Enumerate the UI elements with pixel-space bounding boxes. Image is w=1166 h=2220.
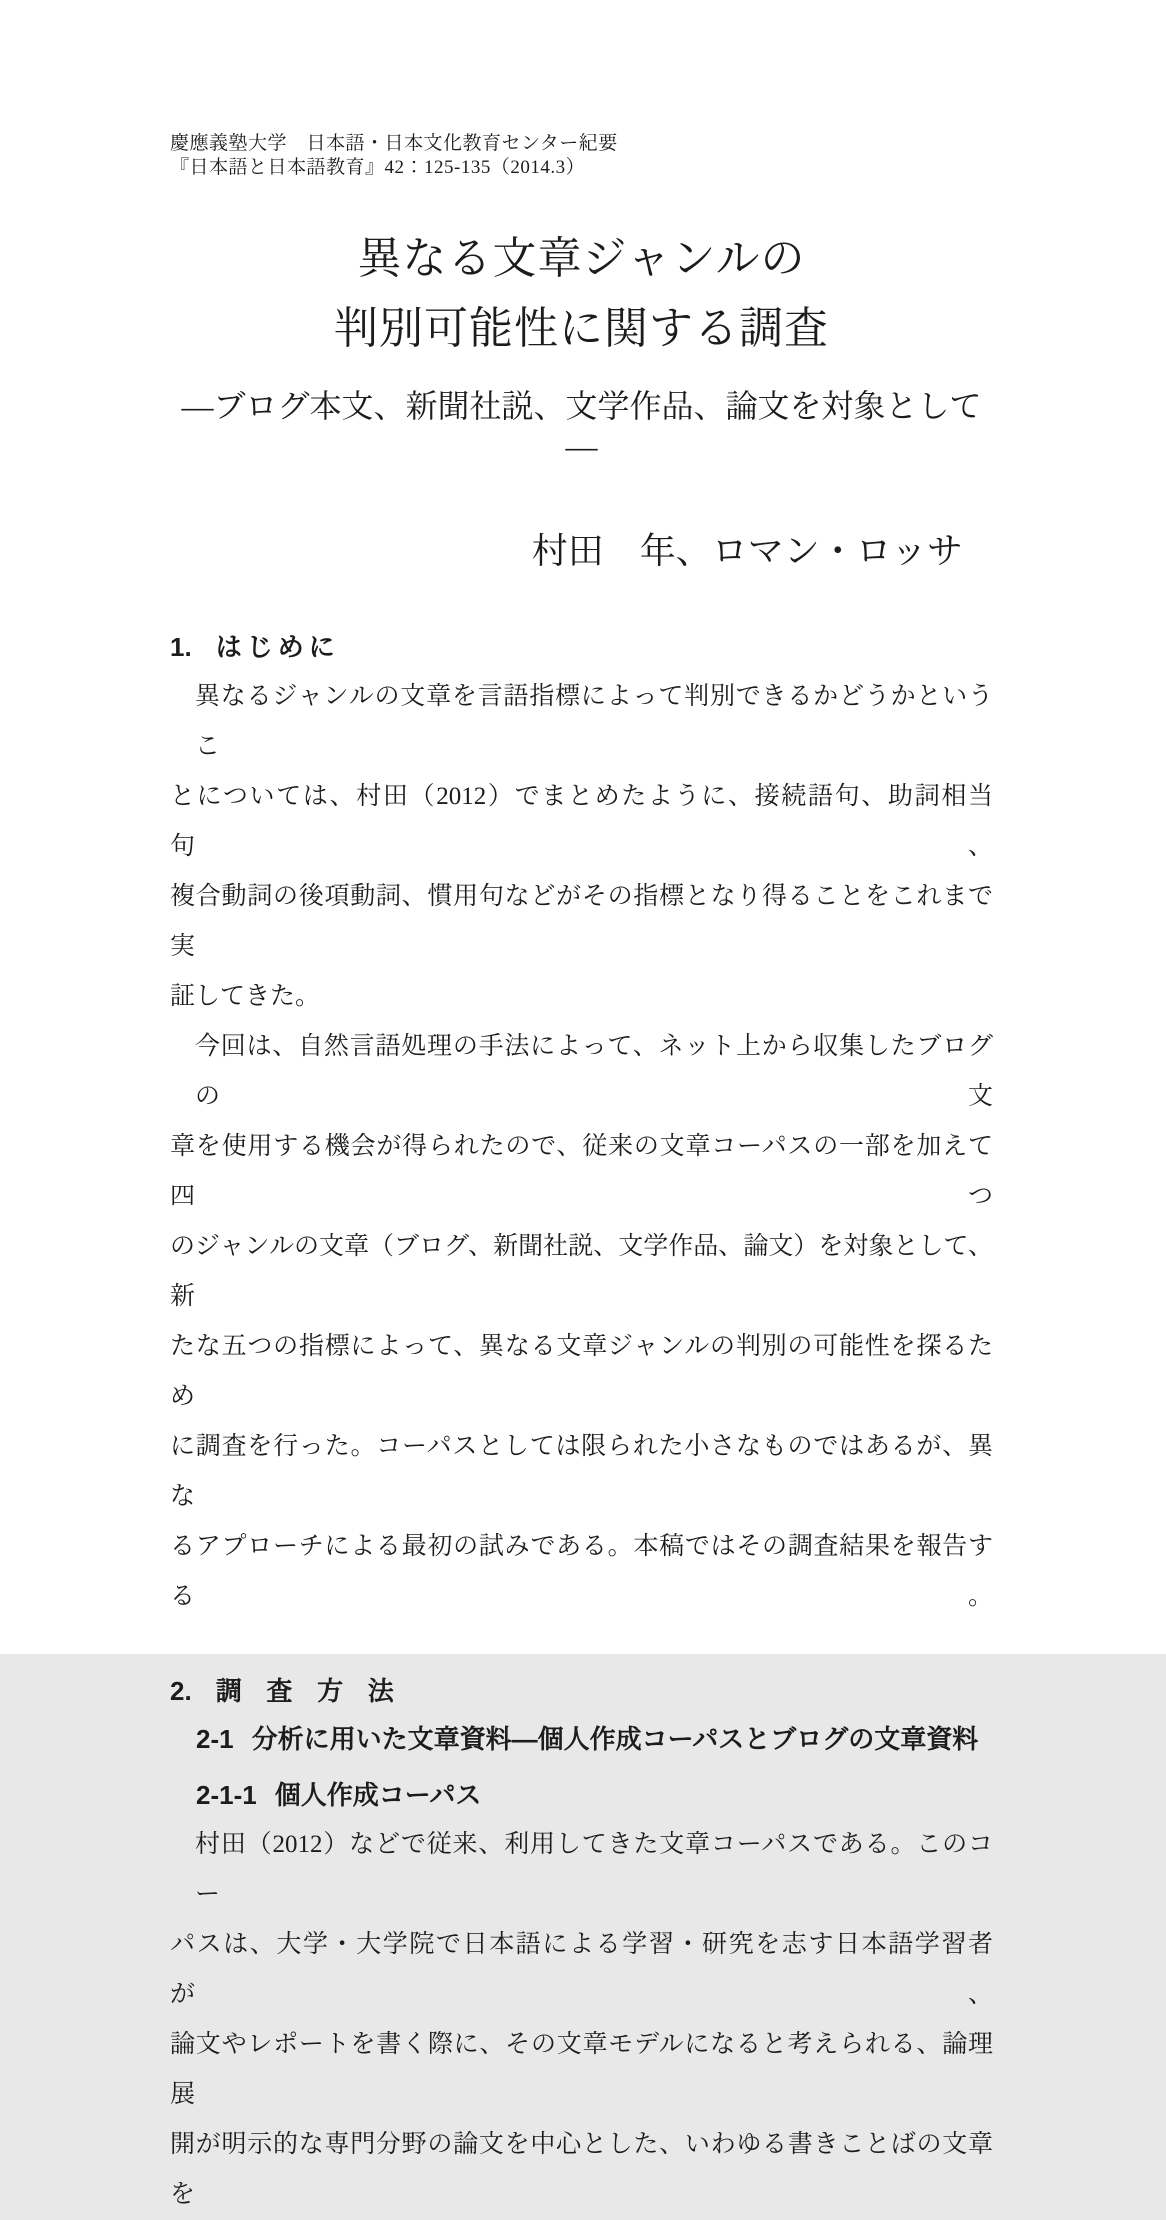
paragraph-line: 章を使用する機会が得られたので、従来の文章コーパスの一部を加えて四つ xyxy=(170,1133,993,1210)
section-2-title: 調査方法 xyxy=(215,1676,419,1706)
title-block xyxy=(170,224,993,574)
section-1-heading xyxy=(170,630,993,664)
section-2-1-number: 2-1 xyxy=(196,1724,234,1754)
paragraph-line: るアプローチによる最初の試みである。本稿ではその調査結果を報告する。 xyxy=(170,1533,993,1610)
section-2-heading xyxy=(170,1674,993,1708)
paragraph-line: 証してきた。 xyxy=(170,983,321,1010)
section-2-1-heading xyxy=(196,1722,993,1756)
paragraph-line: 開が明示的な専門分野の論文を中心とした、いわゆる書きことばの文章を xyxy=(170,2131,993,2208)
paragraph-line: パスは、大学・大学院で日本語による学習・研究を志す日本語学習者が、 xyxy=(170,1931,993,2008)
paragraph-line: 複合動詞の後項動詞、慣用句などがその指標となり得ることをこれまで実 xyxy=(170,883,993,960)
section-1-number: 1. xyxy=(170,632,192,662)
section-2-1-title: 分析に用いた文章資料―個人作成コーパスとブログの文章資料 xyxy=(251,1724,979,1754)
journal-header xyxy=(170,0,993,180)
paragraph-line: 村田（2012）などで従来、利用してきた文章コーパスである。このコー xyxy=(195,1831,993,1908)
journal-header-line2: 『日本語と日本語教育』42：125-135（2014.3） xyxy=(170,157,586,178)
authors: 村田 年、ロマン・ロッサ xyxy=(531,531,963,571)
section-1-title: はじめに xyxy=(215,632,340,662)
paragraph-line: 異なるジャンルの文章を言語指標によって判別できるかどうかというこ xyxy=(195,683,993,760)
paragraph xyxy=(170,672,993,1022)
paragraph-line: 今回は、自然言語処理の手法によって、ネット上から収集したブログの文 xyxy=(195,1033,993,1110)
paper-subtitle: ―ブログ本文、新聞社説、文学作品、論文を対象として― xyxy=(181,388,982,464)
section-2-1-1-title: 個人作成コーパス xyxy=(274,1780,482,1810)
paragraph-line: たな五つの指標によって、異なる文章ジャンルの判別の可能性を探るため xyxy=(170,1333,993,1410)
paper-title-line1: 異なる文章ジャンルの xyxy=(357,234,806,283)
section-2-1-1-heading xyxy=(196,1778,993,1812)
section-2-number: 2. xyxy=(170,1676,192,1706)
paragraph-line: に調査を行った。コーパスとしては限られた小さなものではあるが、異な xyxy=(170,1433,993,1510)
journal-header-line1: 慶應義塾大学 日本語・日本文化教育センター紀要 xyxy=(170,133,618,154)
paragraph xyxy=(170,1022,993,1622)
paragraph-line: のジャンルの文章（ブログ、新聞社説、文学作品、論文）を対象として、新 xyxy=(170,1233,993,1310)
paper-title xyxy=(170,224,993,364)
section-1 xyxy=(170,630,993,1622)
section-2-1-1-number: 2-1-1 xyxy=(196,1780,257,1810)
paragraph-line: 論文やレポートを書く際に、その文章モデルになると考えられる、論理展 xyxy=(170,2031,993,2108)
paper-title-line2: 判別可能性に関する調査 xyxy=(334,304,829,353)
paragraph xyxy=(170,1820,993,2220)
paragraph-line: とについては、村田（2012）でまとめたように、接続語句、助詞相当句、 xyxy=(170,783,993,860)
section-2 xyxy=(170,1674,993,2220)
